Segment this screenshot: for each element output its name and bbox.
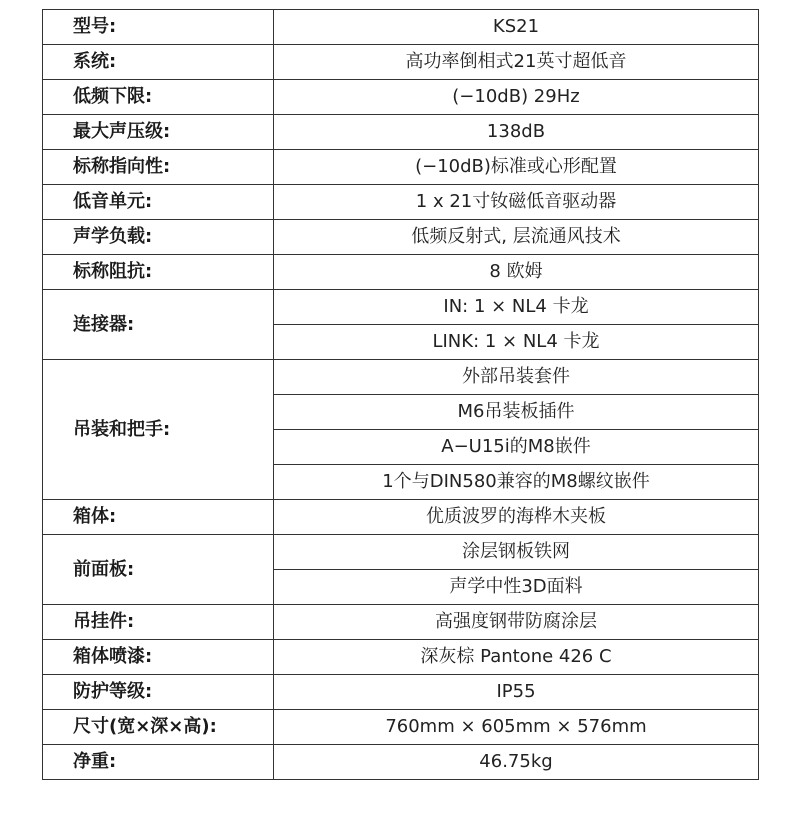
spec-value: (−10dB)标准或心形配置: [274, 150, 759, 185]
spec-value: A−U15i的M8嵌件: [274, 430, 759, 465]
spec-label: 前面板:: [43, 535, 274, 605]
spec-value: 1 x 21寸钕磁低音驱动器: [274, 185, 759, 220]
spec-row: [43, 675, 759, 710]
spec-row: [43, 115, 759, 150]
spec-label: 系统:: [43, 45, 274, 80]
spec-value: 深灰棕 Pantone 426 C: [274, 640, 759, 675]
spec-row: [43, 185, 759, 220]
spec-label: 声学负载:: [43, 220, 274, 255]
spec-label: 防护等级:: [43, 675, 274, 710]
spec-row: [43, 150, 759, 185]
spec-value: KS21: [274, 10, 759, 45]
spec-label: 净重:: [43, 745, 274, 780]
spec-label: 吊装和把手:: [43, 360, 274, 500]
spec-value: 1个与DIN580兼容的M8螺纹嵌件: [274, 465, 759, 500]
spec-value: (−10dB) 29Hz: [274, 80, 759, 115]
spec-value: 8 欧姆: [274, 255, 759, 290]
spec-value: 涂层钢板铁网: [274, 535, 759, 570]
spec-value: LINK: 1 × NL4 卡龙: [274, 325, 759, 360]
spec-row: [43, 360, 759, 395]
spec-row: [43, 605, 759, 640]
spec-row: [43, 80, 759, 115]
spec-row: [43, 500, 759, 535]
spec-row: [43, 45, 759, 80]
spec-value: 高功率倒相式21英寸超低音: [274, 45, 759, 80]
spec-row: [43, 255, 759, 290]
spec-label: 箱体:: [43, 500, 274, 535]
spec-label: 标称指向性:: [43, 150, 274, 185]
spec-value: 外部吊装套件: [274, 360, 759, 395]
spec-value: IN: 1 × NL4 卡龙: [274, 290, 759, 325]
spec-row: [43, 535, 759, 570]
spec-table: [42, 9, 759, 780]
spec-table-body: [43, 10, 759, 780]
spec-label: 低音单元:: [43, 185, 274, 220]
spec-value: 优质波罗的海桦木夹板: [274, 500, 759, 535]
spec-label: 连接器:: [43, 290, 274, 360]
spec-label: 吊挂件:: [43, 605, 274, 640]
spec-label: 标称阻抗:: [43, 255, 274, 290]
spec-label: 低频下限:: [43, 80, 274, 115]
spec-value: 低频反射式, 层流通风技术: [274, 220, 759, 255]
spec-row: [43, 220, 759, 255]
spec-value: M6吊装板插件: [274, 395, 759, 430]
spec-label: 最大声压级:: [43, 115, 274, 150]
spec-row: [43, 640, 759, 675]
spec-value: 高强度钢带防腐涂层: [274, 605, 759, 640]
spec-row: [43, 290, 759, 325]
spec-value: 46.75kg: [274, 745, 759, 780]
spec-label: 型号:: [43, 10, 274, 45]
spec-value: 760mm × 605mm × 576mm: [274, 710, 759, 745]
spec-row: [43, 10, 759, 45]
spec-value: 声学中性3D面料: [274, 570, 759, 605]
spec-label: 尺寸(宽×深×高):: [43, 710, 274, 745]
spec-row: [43, 710, 759, 745]
spec-value: IP55: [274, 675, 759, 710]
spec-row: [43, 745, 759, 780]
spec-label: 箱体喷漆:: [43, 640, 274, 675]
spec-value: 138dB: [274, 115, 759, 150]
